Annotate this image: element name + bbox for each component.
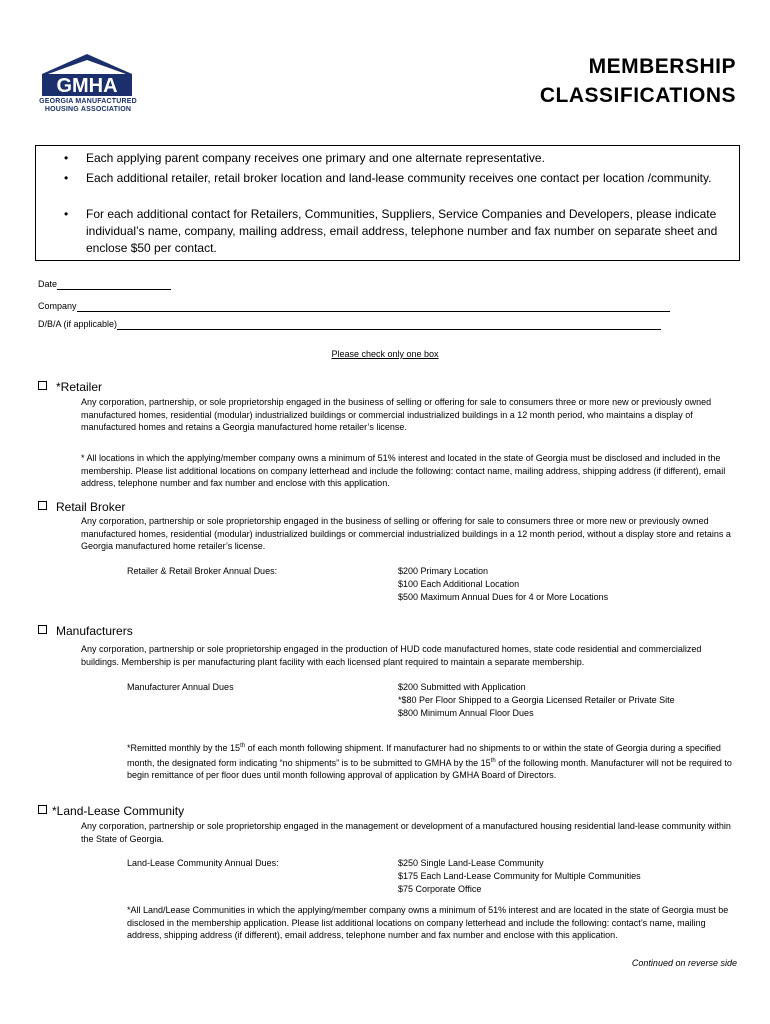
dues-item: $175 Each Land-Lease Community for Multiple Communities: [398, 871, 641, 881]
retailer-heading: *Retailer: [56, 380, 103, 394]
land-lease-checkbox[interactable]: [38, 805, 47, 814]
land-lease-dues-label: Land-Lease Community Annual Dues:: [127, 858, 279, 868]
land-lease-note: *All Land/Lease Communities in which the applying/member company owns a minimum of 51% interest and are located in the state of Georgia must be disclosed in the membership application. Please list additional locations on company letterhead and include the following: contact’s name, mailing address, shipping address (if different), email address, telephone number and fax number and enclose with this application.: [127, 905, 729, 941]
date-input[interactable]: [57, 279, 171, 290]
dues-item: $200 Primary Location: [398, 566, 489, 576]
note-part: of each month following shipment. If manufacturer had no shipments to or within the state of Georgia during a specified month, the designated form indicating “no shipments” is to be submitted to GMHA by the 15: [127, 743, 721, 768]
manufacturers-checkbox[interactable]: [38, 625, 47, 634]
logo-subtitle: [38, 98, 138, 114]
land-lease-dues-list: [398, 857, 641, 896]
manufacturers-description: Any corporation, partnership or sole proprietorship engaged in the production of HUD code manufactured homes, state code residential and commercialized buildings. Membership is per manufacturing plant facility with each licensed plant required to maintain a separate membership.: [81, 644, 702, 667]
manufacturers-heading: Manufacturers: [56, 624, 133, 638]
retail-dues-label: Retailer & Retail Broker Annual Dues:: [127, 566, 278, 576]
note-sup: th: [240, 743, 246, 749]
list-item: [64, 206, 726, 257]
bullet-text: For each additional contact for Retailers, Communities, Suppliers, Service Companies and Developers, please indicate individual’s name, company, mailing address, email address, telephone number and fax number on separate sheet and enclose $50 per contact.: [86, 207, 718, 255]
manufacturer-dues-list: [398, 681, 675, 720]
info-box: [35, 145, 740, 261]
retail-broker-heading: Retail Broker: [56, 500, 126, 514]
dues-item: $200 Submitted with Application: [398, 682, 526, 692]
list-item: [64, 150, 726, 167]
logo-subtitle-line2: HOUSING ASSOCIATION: [44, 106, 132, 113]
dues-item: $500 Maximum Annual Dues for 4 or More Locations: [398, 592, 609, 602]
bullet-icon: •: [64, 207, 69, 221]
list-item: [64, 170, 726, 187]
gmha-logo-icon: [38, 52, 136, 100]
dues-item: *$80 Per Floor Shipped to a Georgia Licensed Retailer or Private Site: [398, 695, 675, 705]
dba-input[interactable]: [117, 319, 661, 330]
dba-field: [38, 318, 661, 330]
bullet-text: Each applying parent company receives one primary and one alternate representative.: [86, 151, 545, 165]
dues-item: $250 Single Land-Lease Community: [398, 858, 544, 868]
retailer-note: * All locations in which the applying/member company owns a minimum of 51% interest and located in the state of Georgia must be disclosed and included in the membership. Please list additional locations on company letterhead and include the following: contact name, mailing address, shipping address (if different), email address, telephone number and fax number and enclose with this application.: [81, 453, 726, 489]
manufacturer-dues-label: Manufacturer Annual Dues: [127, 682, 234, 692]
logo-subtitle-line1: GEORGIA MANUFACTURED: [39, 98, 137, 105]
dba-label: D/B/A (if applicable): [38, 319, 118, 329]
retail-broker-description: Any corporation, partnership or sole proprietorship engaged in the business of selling or offering for sale to consumers three or more new or previously owned manufactured homes, residential (modular) industrialized buildings or commercial industrialized buildings in a 12 month period, without a display store and retains a Georgia manufactured home retailer’s license.: [81, 516, 731, 552]
date-label: Date: [38, 279, 58, 289]
retail-dues-list: [398, 565, 608, 604]
note-part: *Remitted monthly by the 15: [127, 743, 241, 753]
check-note: Please check only one box: [331, 349, 439, 359]
bullet-icon: •: [64, 151, 69, 165]
dues-item: $75 Corporate Office: [398, 884, 482, 894]
title-line1: MEMBERSHIP: [588, 55, 736, 78]
company-field: [38, 300, 670, 312]
bullet-text: Each additional retailer, retail broker location and land-lease community receives one contact per location /community.: [86, 171, 712, 185]
page-title: [540, 52, 736, 110]
continued-note: Continued on reverse side: [631, 958, 737, 968]
retail-broker-checkbox[interactable]: [38, 501, 47, 510]
note-part: of the following month. Manufacturer will not be required to begin remittance of per floor dues until month following approval of application by GMHA Board of Directors.: [127, 757, 732, 781]
dues-item: $100 Each Additional Location: [398, 579, 520, 589]
land-lease-description: Any corporation, partnership or sole proprietorship engaged in the management or development of a manufactured housing residential land-lease community within the State of Georgia.: [81, 821, 731, 844]
dues-item: $800 Minimum Annual Floor Dues: [398, 708, 534, 718]
logo-text: GMHA: [56, 75, 118, 97]
title-line2: CLASSIFICATIONS: [539, 84, 736, 107]
manufacturers-note: [127, 740, 739, 782]
note-sup: th: [490, 757, 496, 764]
bullet-icon: •: [64, 171, 69, 185]
date-field: [38, 278, 171, 290]
company-label: Company: [38, 301, 77, 311]
land-lease-heading: *Land-Lease Community: [52, 804, 185, 818]
company-input[interactable]: [77, 301, 670, 312]
retailer-checkbox[interactable]: [38, 381, 47, 390]
retailer-description: Any corporation, partnership, or sole proprietorship engaged in the business of selling or offering for sale to consumers three or more new or previously owned manufactured homes, residential (modular) industrialized buildings or commercial industrialized buildings in a 12 month period, who maintains a display of manufactured homes and retains a Georgia manufactured home retailer’s license.: [81, 397, 712, 433]
